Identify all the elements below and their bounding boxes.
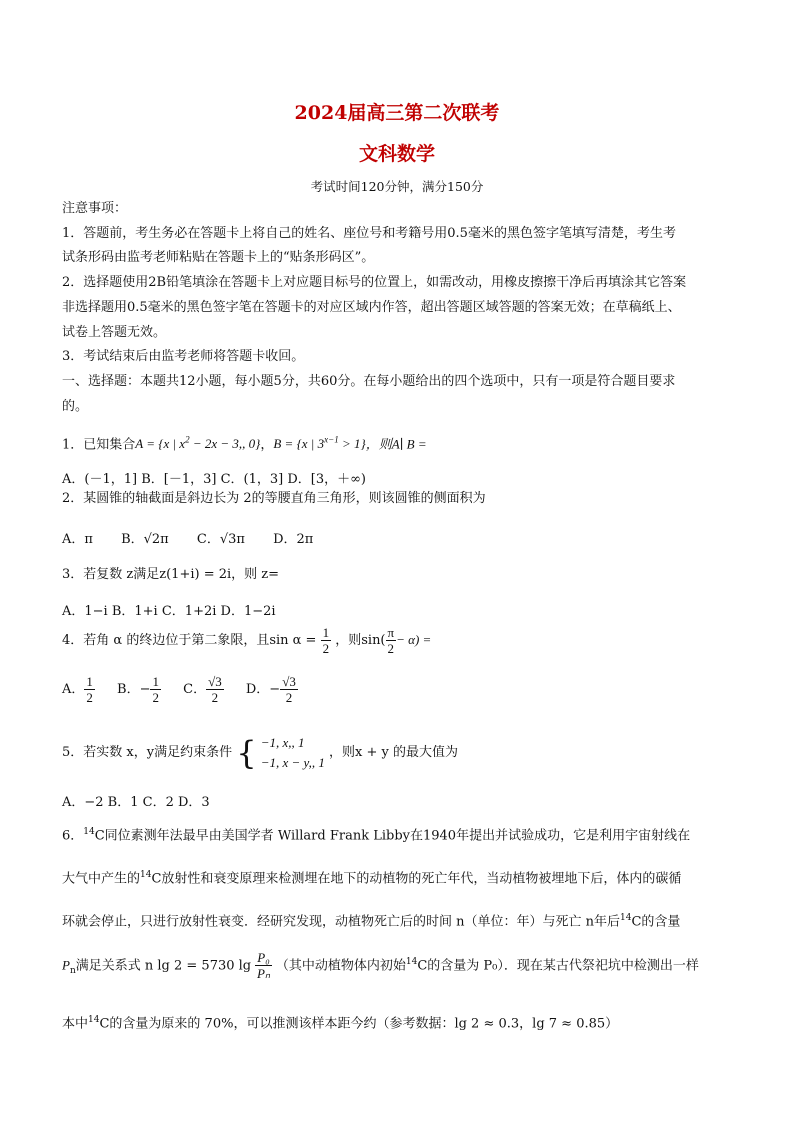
time-info: 考试时间120分钟，满分150分 xyxy=(310,179,484,194)
q2-option-d: D．2π xyxy=(273,532,314,547)
question-4: 4．若角 α 的终边位于第二象限，且sin α = $\frac{1}{2}$ ，则sin( $\frac{\pi}{2}$ − α) = xyxy=(62,625,432,656)
question-6-line-1: 6．$^{14}$C同位素测年法最早由美国学者 Willard Frank Libby在1940年提出并试验成功，它是利用宇宙射线在 xyxy=(62,827,691,844)
note-3: 3．考试结束后由监考老师将答题卡收回。 xyxy=(62,349,305,364)
question-1: 1．已知集合A = {x | $x^2 - 2x - 3$,, 0}，B = {x | $3^{x-1} > 1$}，则A∣ B = xyxy=(62,435,427,453)
q2-option-b: B．√2π xyxy=(121,532,169,547)
q2-option-a: A．π xyxy=(62,532,93,547)
q1-set-b: B = {x | $3^{x-1} > 1$} xyxy=(273,435,366,452)
notes-heading: 注意事项： xyxy=(62,201,128,216)
subject-title: 文科数学 xyxy=(358,143,435,165)
q4-option-b: B．− $\frac{1}{2}$ xyxy=(117,674,159,705)
q5-brace: { xyxy=(236,734,257,772)
note-2-line-1: 2．选择题使用2B铅笔填涂在答题卡上对应题目标号的位置上，如需改动，用橡皮擦擦干净后再填涂其它答案 xyxy=(62,275,687,290)
q1-set-a: A = {x | $x^2 - 2x - 3$,, 0} xyxy=(135,435,261,452)
note-1-line-1: 1．答题前，考生务必在答题卡上将自己的姓名、座位号和考籍号用0.5毫米的黑色签字笔填写清楚，考生考 xyxy=(62,226,676,241)
q4-option-a: A． $\frac{1}{2}$ xyxy=(62,674,93,705)
q1-options: A．(－1，1] B．[－1，3] C．(1，3] D．[3，＋∞) xyxy=(62,472,367,487)
note-1-line-2: 试条形码由监考老师粘贴在答题卡上的“贴条形码区”。 xyxy=(62,250,375,265)
exam-title: 2024届高三第二次联考 xyxy=(294,102,500,124)
question-6-line-3: 环就会停止，只进行放射性衰变．经研究发现，动植物死亡后的时间 n（单位：年）与死亡 n年后$^{14}$C的含量 xyxy=(62,913,681,930)
section-1-line-2: 的。 xyxy=(62,399,89,414)
section-1-line-1: 一、选择题：本题共12小题，每小题5分，共60分。在每小题给出的四个选项中，只有一项是符合题目要求 xyxy=(62,374,676,389)
q4-options xyxy=(62,674,298,706)
question-2: 2．某圆锥的轴截面是斜边长为 2的等腰直角三角形，则该圆锥的侧面积为 xyxy=(62,491,486,506)
q4-option-c: C． $\frac{√3}{2}$ xyxy=(183,674,222,705)
q3-options: A．1−i B．1+i C．1+2i D．1−2i xyxy=(62,604,276,619)
question-3: 3．若复数 z满足z(1+i) = 2i，则 z= xyxy=(62,567,280,582)
q1-prefix: 1．已知集合 xyxy=(62,437,136,453)
q4-option-d: D．− $\frac{√3}{2}$ xyxy=(245,674,296,705)
q6-fraction: $\frac{\text{P₀}}{\text{Pₙ}}$ xyxy=(256,950,271,982)
question-6-line-5: 本中$^{14}$C的含量为原来的 70%，可以推测该样本距今约（参考数据：lg 2 ≈ 0.3，lg 7 ≈ 0.85） xyxy=(62,1015,619,1032)
q1-tail: ，则A∣ B = xyxy=(365,436,427,452)
question-6-line-2: 大气中产生的$^{14}$C放射性和衰变原理来检测埋在地下的动植物的死亡年代，当动植物被埋地下后，体内的碳循 xyxy=(62,870,682,887)
q4-fraction-half: $\frac{1}{2}$ xyxy=(322,625,330,656)
note-2-line-3: 试卷上答题无效。 xyxy=(62,325,167,340)
q4-fraction-pi: $\frac{\pi}{2}$ xyxy=(387,625,395,656)
note-2-line-2: 非选择题用0.5毫米的黑色签字笔在答题卡的对应区域内作答，超出答题区域答题的答案无效；在草稿纸上、 xyxy=(62,300,681,315)
q5-conditions: −1, x,, 1 −1, x − y,, 1 xyxy=(260,735,325,770)
question-6-line-4: $P_n$满足关系式 n lg 2 = 5730 lg $\frac{\text{P₀}}{\text{Pₙ}}$ （其中动植物体内初始$^{14}$C的含量为 P₀）．现在某古代祭祀坑中检测出一样 xyxy=(62,950,699,982)
q5-options: A．−2 B．1 C．2 D．3 xyxy=(62,795,210,810)
question-5: 5．若实数 x，y满足约束条件 { −1, x,, 1 −1, x − y,, 1 ，则x + y 的最大值为 xyxy=(62,734,458,772)
q2-options xyxy=(62,528,313,547)
q2-option-c: C．√3π xyxy=(196,532,245,547)
